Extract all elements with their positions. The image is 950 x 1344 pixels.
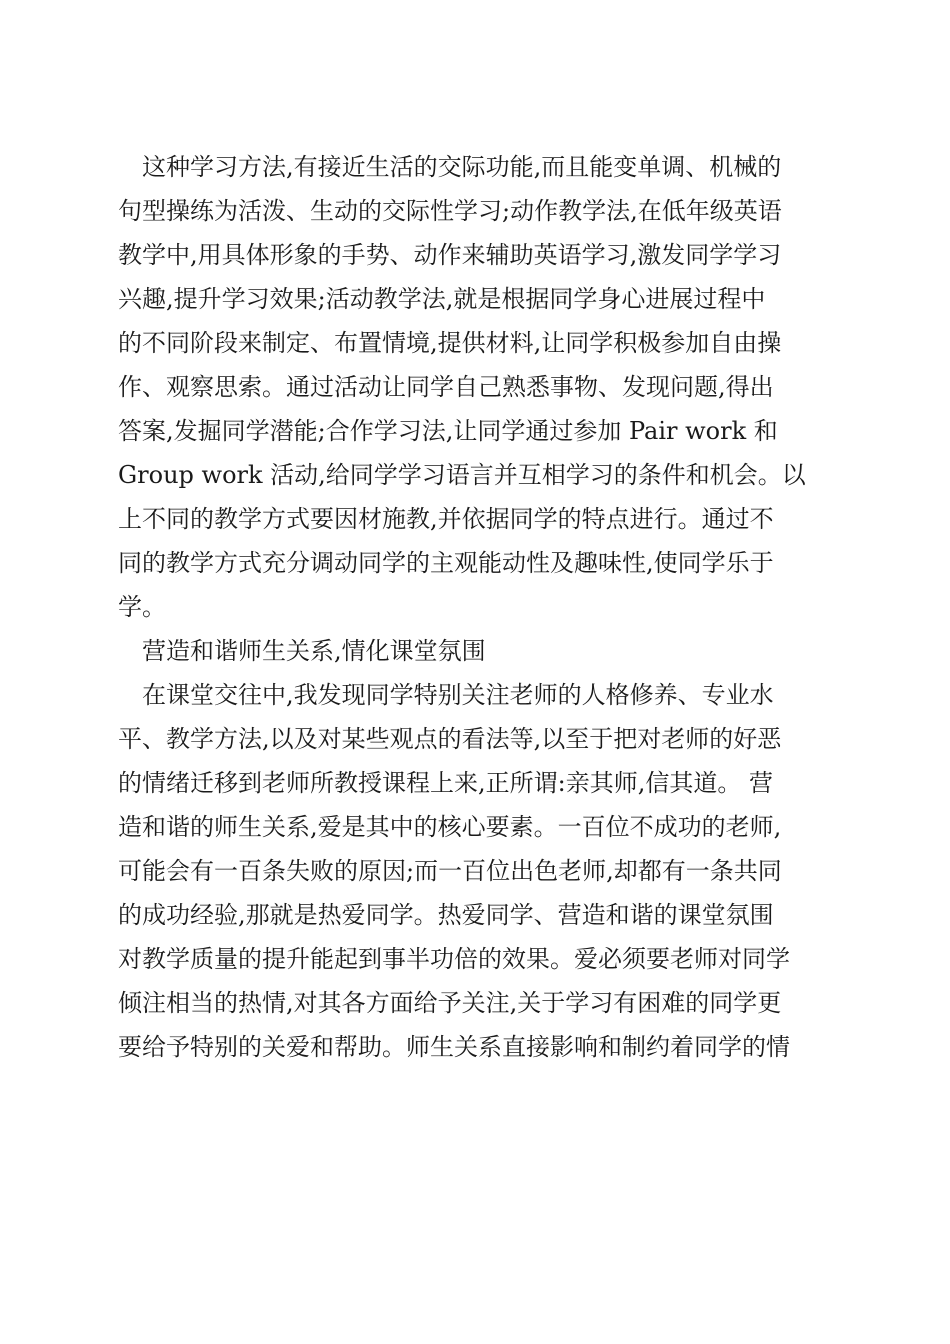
- text-line: 造和谐的师生关系,爱是其中的核心要素。一百位不成功的老师,: [118, 813, 782, 841]
- text-line: 作、观察思索。通过活动让同学自己熟悉事物、发现问题,得出: [118, 373, 774, 401]
- text-line: 倾注相当的热情,对其各方面给予关注,关于学习有困难的同学更: [118, 989, 782, 1017]
- paragraph-teacher-student-relationship: [118, 673, 834, 1069]
- text-line: 的不同阶段来制定、布置情境,提供材料,让同学积极参加自由操: [118, 329, 782, 357]
- paragraph-teaching-methods: [118, 145, 834, 629]
- text-line: 在课堂交往中,我发现同学特别关注老师的人格修养、专业水: [142, 681, 774, 709]
- text-line: 的成功经验,那就是热爱同学。热爱同学、营造和谐的课堂氛围: [118, 901, 774, 929]
- section-heading: [118, 629, 834, 673]
- text-line: 同的教学方式充分调动同学的主观能动性及趣味性,使同学乐于: [118, 549, 774, 577]
- text-line: 可能会有一百条失败的原因;而一百位出色老师,却都有一条共同: [118, 857, 782, 885]
- text-line: 句型操练为活泼、生动的交际性学习;动作教学法,在低年级英语: [118, 197, 782, 225]
- section-heading-text: 营造和谐师生关系,情化课堂氛围: [142, 637, 486, 665]
- text-line: 对教学质量的提升能起到事半功倍的效果。爱必须要老师对同学: [118, 945, 790, 973]
- text-line: Group work 活动,给同学学习语言并互相学习的条件和机会。以: [118, 461, 806, 489]
- text-line: 的情绪迁移到老师所教授课程上来,正所谓:亲其师,信其道。 营: [118, 769, 773, 797]
- text-line: 这种学习方法,有接近生活的交际功能,而且能变单调、机械的: [142, 153, 782, 181]
- text-line: 学。: [118, 593, 166, 621]
- document-page: [118, 145, 834, 1069]
- text-line: 兴趣,提升学习效果;活动教学法,就是根据同学身心进展过程中: [118, 285, 766, 313]
- text-line: 上不同的教学方式要因材施教,并依据同学的特点进行。通过不: [118, 505, 774, 533]
- text-line: 要给予特别的关爱和帮助。师生关系直接影响和制约着同学的情: [118, 1033, 790, 1061]
- text-line: 答案,发掘同学潜能;合作学习法,让同学通过参加 Pair work 和: [118, 417, 778, 445]
- text-line: 平、教学方法,以及对某些观点的看法等,以至于把对老师的好恶: [118, 725, 782, 753]
- text-line: 教学中,用具体形象的手势、动作来辅助英语学习,激发同学学习: [118, 241, 782, 269]
